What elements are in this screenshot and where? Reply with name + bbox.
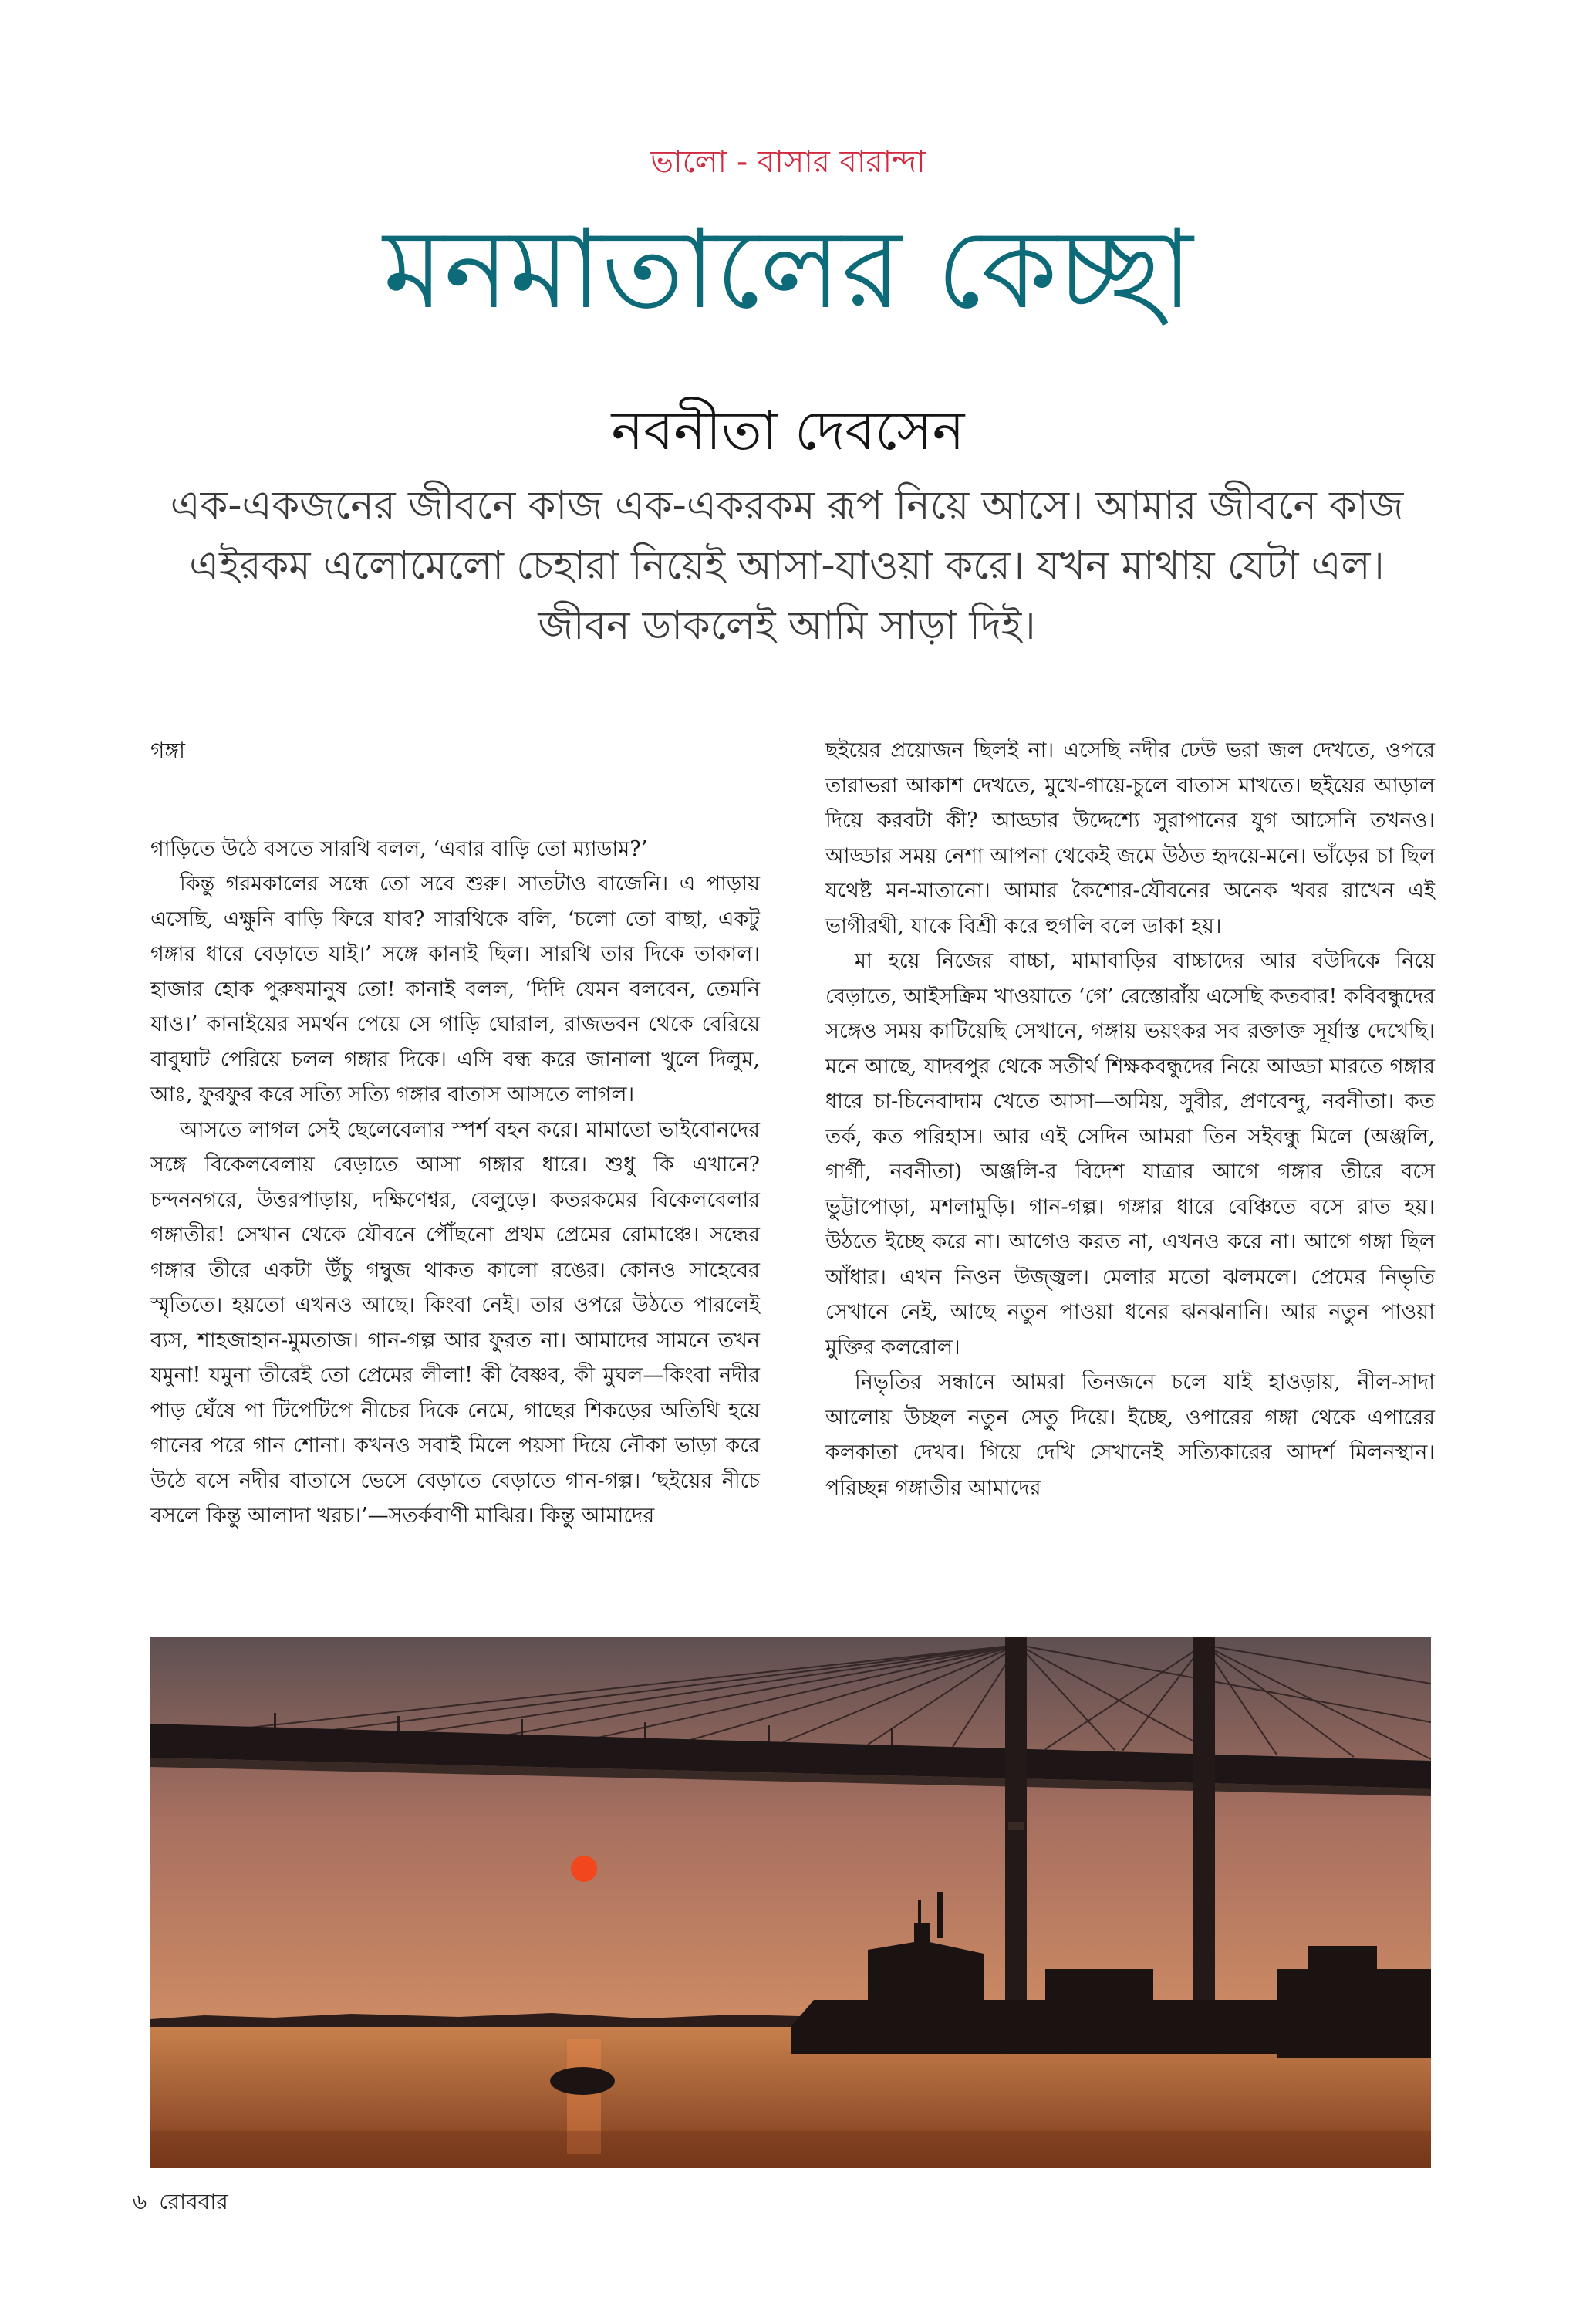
lead-paragraph: এক-একজনের জীবনে কাজ এক-একরকম রূপ নিয়ে আসে। আমার জীবনে কাজ এইরকম এলোমেলো চেহারা নিয়েই আসা-যাওয়া করে। যখন মাথায় যেটা এল। জীবন ডাকলেই আমি সাড়া দিই। [170, 483, 1404, 649]
author-name: নবনীতা দেবসেন [611, 399, 965, 462]
body-paragraph: গাড়িতে উঠে বসতে সারথি বলল, ‘এবার বাড়ি তো ম্যাডাম?’ [150, 836, 648, 861]
bridge-pylon [1005, 1637, 1027, 2000]
buoy [550, 2067, 615, 2095]
section-kicker: ভালো - বাসার বারান্দা [650, 144, 926, 180]
left-column [150, 733, 760, 1534]
page-footer [133, 2185, 241, 2221]
body-paragraph: আসতে লাগল সেই ছেলেবেলার স্পর্শ বহন করে। মামাতো ভাইবোনদের সঙ্গে বিকেলবেলায় বেড়াতে আসা গঙ্গার ধারে। শুধু কি এখানে? চন্দননগরে, উত্তরপাড়ায়, দক্ষিণেশ্বর, বেলুড়ে। কতরকমের বিকেলবেলার গঙ্গাতীর! সেখান থেকে যৌবনে পৌঁছনো প্রথম প্রেমের রোমাঞ্চে। সন্ধের গঙ্গার তীরে একটা উঁচু গম্বুজ থাকত কালো রঙের। কোনও সাহেবের স্মৃতিতে। হয়তো এখনও আছে। কিংবা নেই। তার ওপরে উঠতে পারলেই ব্যস, শাহজাহান-মুমতাজ। গান-গল্প আর ফুরত না। আমাদের সামনে তখন যমুনা! যমুনা তীরেই তো প্রেমের লীলা! কী বৈষ্ণব, কী মুঘল—কিংবা নদীর পাড় ঘেঁষে পা টিপেটিপে নীচের দিকে নেমে, গাছের শিকড়ের অতিথি হয়ে গানের পরে গান শোনা। কখনও সবাই মিলে পয়সা দিয়ে নৌকা ভাড়া করে উঠে বসে নদীর বাতাসে ভেসে বেড়াতে বেড়াতে গান-গল্প। ‘ছইয়ের নীচে বসলে কিন্তু আলাদা খরচ।’—সতর্কবাণী মাঝির। কিন্তু আমাদের [150, 1117, 760, 1528]
body-paragraph: মা হয়ে নিজের বাচ্চা, মামাবাড়ির বাচ্চাদের আর বউদিকে নিয়ে বেড়াতে, আইসক্রিম খাওয়াতে ‘গে’ রেস্তোরাঁয় এসেছি কতবার! কবিবন্ধুদের সঙ্গেও সময় কাটিয়েছি সেখানে, গঙ্গায় ভয়ংকর সব রক্তাক্ত সূর্যাস্ত দেখেছি। মনে আছে, যাদবপুর থেকে সতীর্থ শিক্ষকবন্ধুদের নিয়ে আড্ডা মারতে গঙ্গার ধারে চা-চিনেবাদাম খেতে আসা—অমিয়, সুবীর, প্রণবেন্দু, নবনীতা। কত তর্ক, কত পরিহাস। আর এই সেদিন আমরা তিন সইবন্ধু মিলে (অঞ্জলি, গার্গী, নবনীতা) অঞ্জলি-র বিদেশ যাত্রার আগে গঙ্গার তীরে বসে ভুট্টাপোড়া, মশলামুড়ি। গান-গল্প। গঙ্গার ধারে বেঞ্চিতে বসে রাত হয়। উঠতে ইচ্ছে করে না। আগেও করত না, এখনও করে না। আগে গঙ্গা ছিল আঁধার। এখন নিওন উজ্জ্বল। মেলার মতো ঝলমলে। প্রেমের নিভৃতি সেখানে নেই, আছে নতুন পাওয়া ধনের ঝনঝনানি। আর নতুন পাওয়া মুক্তির কলরোল। [825, 949, 1435, 1360]
body-paragraph: নিভৃতির সন্ধানে আমরা তিনজনে চলে যাই হাওড়ায়, নীল-সাদা আলোয় উচ্ছল নতুন সেতু দিয়ে। ইচ্ছে, ওপারের গঙ্গা থেকে এপারের কলকাতা দেখব। গিয়ে দেখি সেখানেই সত্যিকারের আদর্শ মিলনস্থান। পরিচ্ছন্ন গঙ্গাতীর আমাদের [825, 1370, 1435, 1500]
right-column [825, 733, 1435, 1505]
article-title: মনমাতালের কেচ্ছা [383, 206, 1193, 333]
page-number: ৬ [133, 2189, 147, 2214]
magazine-name: রোববার [159, 2189, 228, 2214]
sun [571, 1856, 597, 1882]
body-paragraph: ছইয়ের প্রয়োজন ছিলই না। এসেছি নদীর ঢেউ ভরা জল দেখতে, ওপরে তারাভরা আকাশ দেখতে, মুখে-গায়ে-চুলে বাতাস মাখতে। ছইয়ের আড়াল দিয়ে করবটা কী? আড্ডার উদ্দেশ্যে সুরাপানের যুগ আসেনি তখনও। আড্ডার সময় নেশা আপনা থেকেই জমে উঠত হৃদয়ে-মনে। ভাঁড়ের চা ছিল যথেষ্ট মন-মাতানো। আমার কৈশোর-যৌবনের অনেক খবর রাখেন এই ভাগীরথী, যাকে বিশ্রী করে হুগলি বলে ডাকা হয়। [825, 738, 1435, 938]
body-paragraph: কিন্তু গরমকালের সন্ধে তো সবে শুরু। সাতটাও বাজেনি। এ পাড়ায় এসেছি, এক্ষুনি বাড়ি ফিরে যাব? সারথিকে বলি, ‘চলো তো বাছা, একটু গঙ্গার ধারে বেড়াতে যাই।’ সঙ্গে কানাই ছিল। সারথি তার দিকে তাকাল। হাজার হোক পুরুষমানুষ তো! কানাই বলল, ‘দিদি যেমন বলবেন, তেমনি যাও।’ কানাইয়ের সমর্থন পেয়ে সে গাড়ি ঘোরাল, রাজভবন থেকে বেরিয়ে বাবুঘাট পেরিয়ে চলল গঙ্গার দিকে। এসি বন্ধ করে জানালা খুলে দিলুম, আঃ, ফুরফুর করে সত্যি সত্যি গঙ্গার বাতাস আসতে লাগল। [150, 872, 760, 1106]
bridge-sunset-photo [150, 1637, 1431, 2168]
section-heading: গঙ্গা [150, 738, 186, 763]
